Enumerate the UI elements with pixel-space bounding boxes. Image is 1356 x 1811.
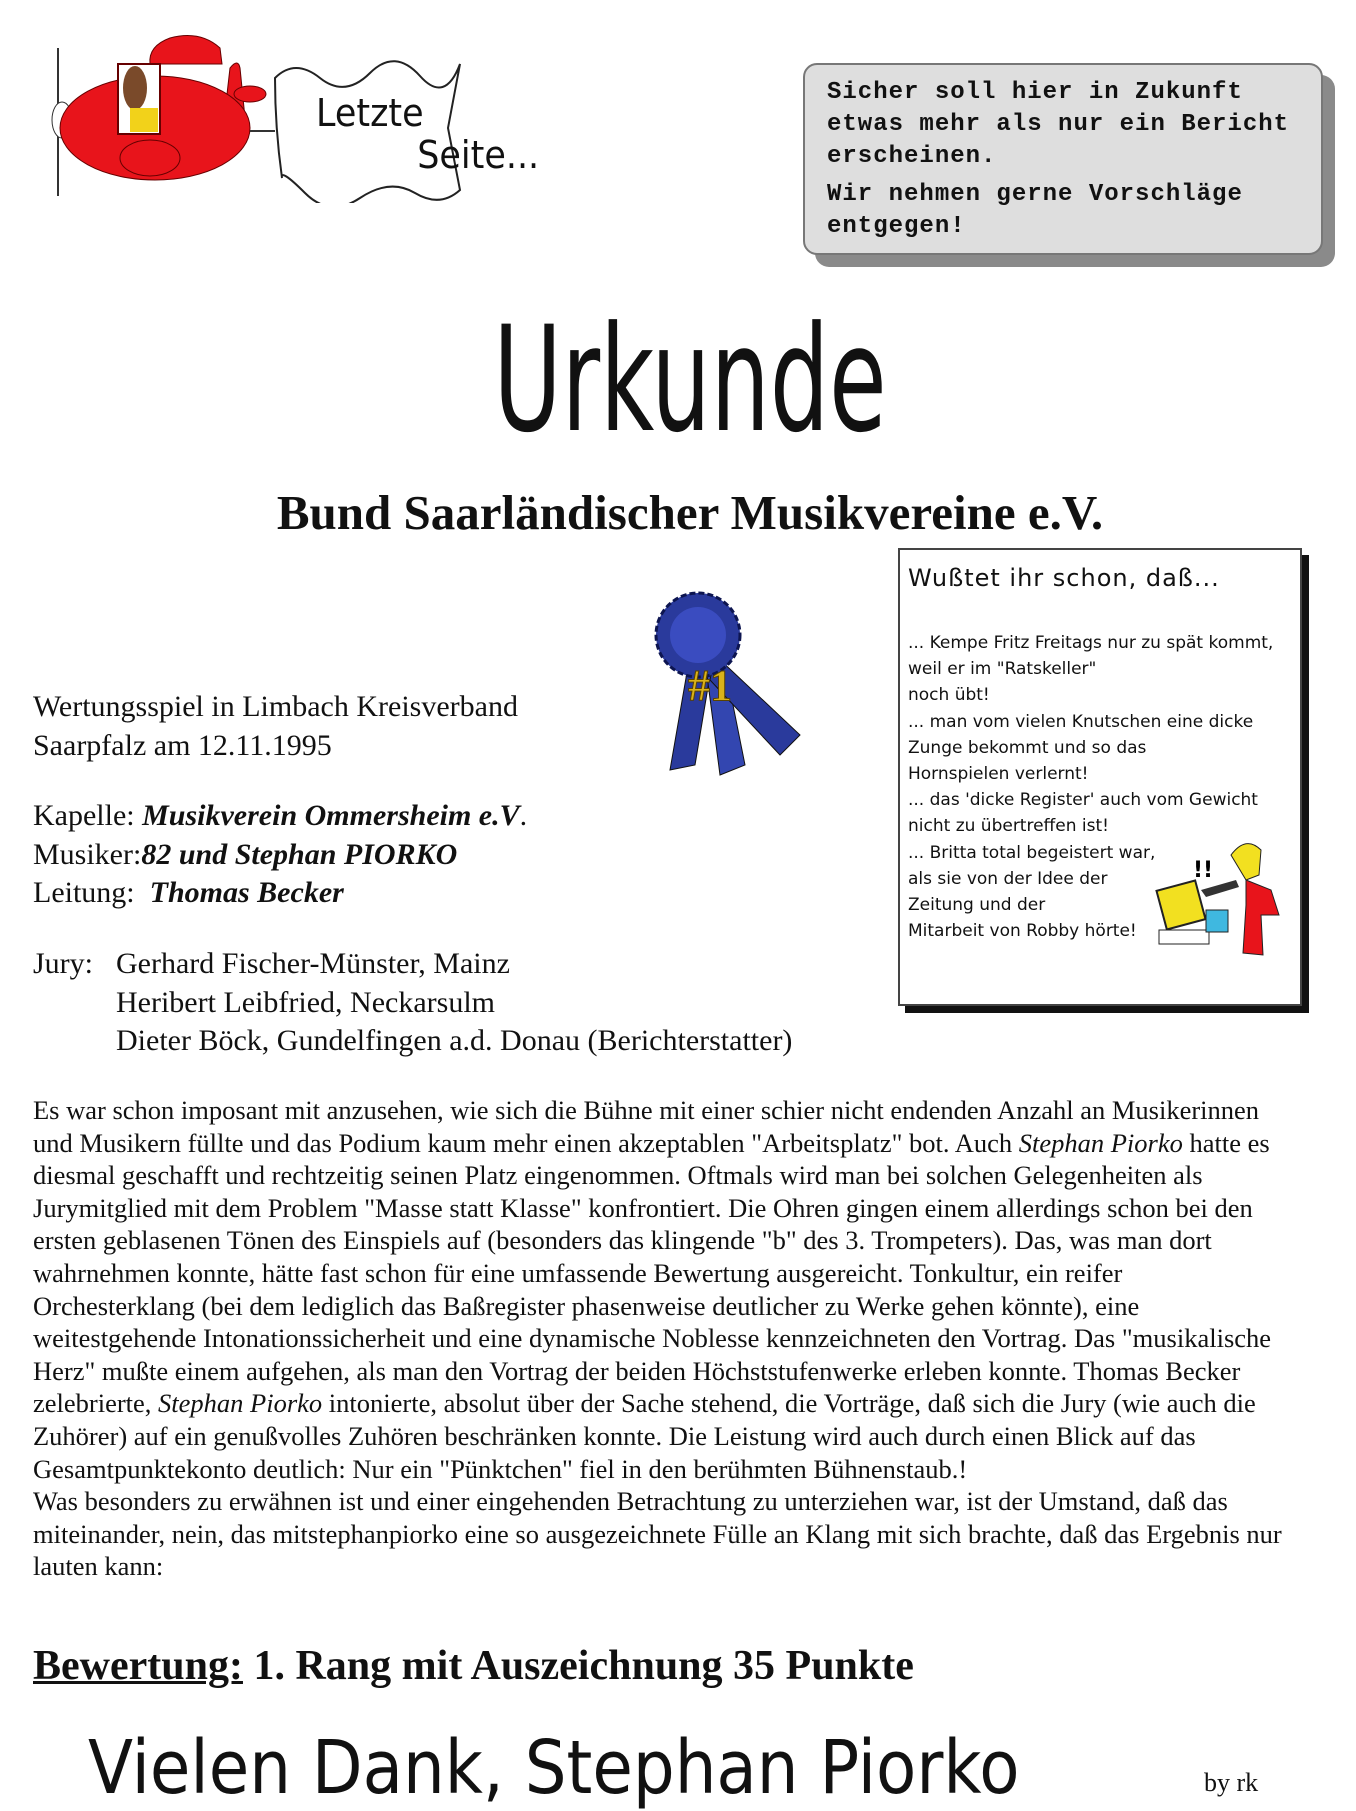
kapelle-value: Musikverein Ommersheim e.V xyxy=(142,799,520,832)
body-line: miteinander, nein, das mitstephanpiorko eine so ausgezeichnete Fülle an Klang mit sich brachte, daß das Ergebnis nur xyxy=(33,1518,1282,1549)
body-text: intonierte, absolut über der Sache stehend, die Vorträge, daß sich die Jury (wie auch die xyxy=(322,1388,1256,1419)
rating xyxy=(33,1642,914,1690)
note-text-2: Wir nehmen gerne Vorschläge entgegen! xyxy=(827,181,1243,240)
ensemble-info xyxy=(33,797,527,913)
infobox-title: Wußtet ihr schon, daß... xyxy=(908,564,1220,592)
body-line: wahrnehmen konnte, hätte fast schon für eine umfassende Bewertung ausgereicht. Tonkultur, ein reifer xyxy=(33,1257,1123,1288)
body-line: lauten kann: xyxy=(33,1551,164,1582)
report-text xyxy=(33,1094,1282,1583)
body-text: zelebrierte, xyxy=(33,1388,159,1419)
body-line: Jurymitglied mit dem Problem "Masse statt Klasse" konfrontiert. Die Ohren gingen einem allerdings schon bei den xyxy=(33,1192,1253,1223)
banner-text xyxy=(316,92,539,176)
svg-text:!!: !! xyxy=(1193,858,1214,883)
body-line: Orchesterklang (bei dem lediglich das Baßregister phasenweise deutlicher zu Werke gehen könnte), eine xyxy=(33,1290,1140,1321)
banner-line-2: Seite... xyxy=(417,133,540,177)
jury-member: Gerhard Fischer-Münster, Mainz xyxy=(116,947,510,980)
body-line xyxy=(33,1127,1282,1160)
infobox-line: ... Kempe Fritz Freitags nur zu spät kommt, xyxy=(908,633,1274,653)
leitung-line xyxy=(33,874,527,913)
infobox-line: als sie von der Idee der xyxy=(908,868,1108,889)
jury-label: Jury: xyxy=(33,947,93,980)
infobox-line: ... man vom vielen Knutschen eine dicke xyxy=(908,711,1254,732)
body-line: Was besonders zu erwähnen ist und einer eingehenden Betrachtung zu unterziehen war, ist der Umstand, daß das xyxy=(33,1486,1228,1517)
did-you-know-box xyxy=(898,548,1302,1006)
organization-name: Bund Saarländischer Musikvereine e.V. xyxy=(276,485,1104,540)
infobox-line: nicht zu übertreffen ist! xyxy=(908,816,1109,837)
banner-line-1: Letzte xyxy=(316,91,424,135)
body-line: weitestgehende Intonationssicherheit und eine dynamische Noblesse kennzeichneten den Vortrag. Das "musikalische xyxy=(33,1323,1272,1354)
kapelle-label: Kapelle: xyxy=(33,799,143,832)
body-line: Herz" mußte einem aufgehen, als man den Vortrag der beiden Höchststufenwerke erleben konnte. Thomas Becker xyxy=(33,1355,1241,1386)
infobox-line: ... das 'dicke Register' auch vom Gewicht xyxy=(908,790,1258,811)
woman-computer-illustration xyxy=(1151,835,1286,970)
event-line-2: Saarpfalz am 12.11.1995 xyxy=(33,728,332,762)
infobox-line: Zunge bekommt und so das xyxy=(908,737,1147,758)
rating-label: Bewertung: xyxy=(33,1643,243,1689)
jury-info xyxy=(33,945,792,1061)
event-info xyxy=(33,688,518,765)
infobox-line: Hornspielen verlernt! xyxy=(908,764,1089,785)
jury-member: Heribert Leibfried, Neckarsulm xyxy=(116,985,495,1019)
infobox-line: Mitarbeit von Robby hörte! xyxy=(908,921,1137,942)
rating-value: 1. Rang mit Auszeichnung 35 Punkte xyxy=(242,1643,914,1689)
body-text: hatte es xyxy=(1182,1127,1270,1158)
infobox-line: noch übt! xyxy=(908,685,990,706)
body-line: Zuhörer) auf ein genußvolles Zuhören beschränken konnte. Die Leistung wird auch durch einen Blick auf das xyxy=(33,1420,1196,1451)
ribbon-label: #1 xyxy=(688,661,732,710)
thanks-line: Vielen Dank, Stephan Piorko xyxy=(88,1725,1020,1811)
kapelle-suffix: . xyxy=(519,799,528,832)
body-line: diesmal geschafft und rechtzeitig seinen Platz eingenommen. Oftmals wird man bei solchen Gelegenheiten als xyxy=(33,1160,1203,1191)
suggestion-note xyxy=(803,63,1323,255)
infobox-line: Zeitung und der xyxy=(908,895,1046,916)
musiker-label: Musiker: xyxy=(33,837,142,871)
award-ribbon-icon xyxy=(650,585,805,780)
page-title: Urkunde xyxy=(493,295,887,465)
event-line-1: Wertungsspiel in Limbach Kreisverband xyxy=(33,690,518,723)
leitung-label: Leitung: xyxy=(33,876,150,909)
byline: by rk xyxy=(1204,1768,1259,1797)
note-text-1: Sicher soll hier in Zukunft etwas mehr als nur ein Bericht erscheinen. xyxy=(827,79,1290,170)
body-line xyxy=(33,1387,1282,1420)
body-line: Gesamtpunktekonto deutlich: Nur ein "Pünktchen" fiel in den berühmten Bühnenstaub.! xyxy=(33,1453,968,1484)
musiker-value: 82 und Stephan PIORKO xyxy=(141,837,458,871)
leitung-value: Thomas Becker xyxy=(149,876,344,909)
jury-member: Dieter Böck, Gundelfingen a.d. Donau (Berichterstatter) xyxy=(116,1024,793,1057)
musiker-line xyxy=(33,836,527,875)
body-line: ersten geblasenen Tönen des Einspiels auf (besonders das klingende "b" des 3. Trompeters). Das, was man dort xyxy=(33,1225,1212,1256)
infobox-line: weil er im "Ratskeller" xyxy=(908,659,1097,680)
body-emphasis: Stephan Piorko xyxy=(158,1388,323,1419)
body-text: und Musikern füllte und das Podium kaum mehr einen akzeptablen "Arbeitsplatz" bot. Auch xyxy=(33,1127,1019,1158)
body-line: Es war schon imposant mit anzusehen, wie sich die Bühne mit einer schier nicht endenden Anzahl an Musikerinnen xyxy=(33,1095,1260,1125)
infobox-line: ... Britta total begeistert war, xyxy=(908,842,1156,863)
kapelle-line xyxy=(33,797,527,836)
body-emphasis: Stephan Piorko xyxy=(1018,1127,1183,1158)
